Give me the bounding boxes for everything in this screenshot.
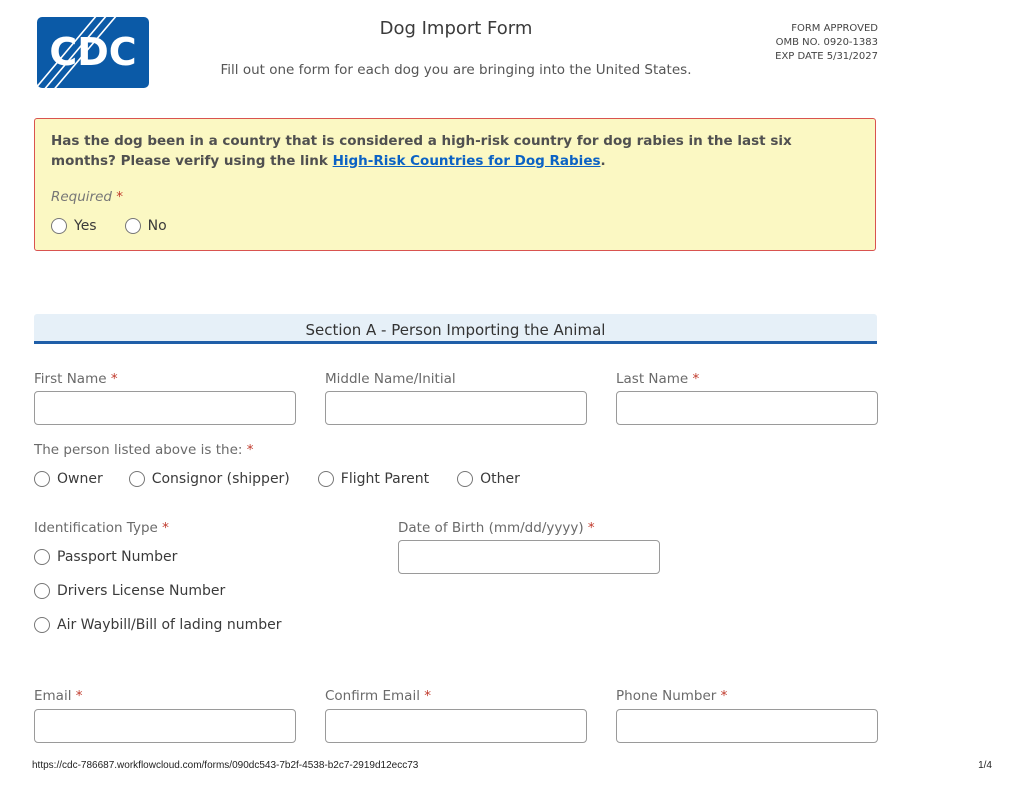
omb-line: EXP DATE 5/31/2027 [775,51,878,62]
radio-circle[interactable] [129,471,145,487]
omb-approval [775,22,878,64]
radio-circle[interactable] [457,471,473,487]
page-title: Dog Import Form [379,18,533,39]
section-a-header [34,314,877,344]
radio-circle[interactable] [51,218,67,234]
required-star: * [246,442,254,458]
required-label [51,189,123,205]
role-label: The person listed above is the: * [34,442,254,458]
email-label: Email * [34,688,83,704]
question-text: Has the dog been in a country that is considered a high-risk country for dog rabies in the last six months? Please verify using the link [51,133,792,169]
radio-air-waybill[interactable] [34,617,282,633]
id-type-label: Identification Type * [34,520,169,536]
radio-passport[interactable] [34,549,177,565]
radio-circle[interactable] [34,617,50,633]
section-a-title: Section A - Person Importing the Animal [305,321,606,339]
last-name-label: Last Name * [616,371,700,387]
first-name-input[interactable] [34,391,296,425]
question-suffix: . [600,152,606,169]
radio-label: Other [480,471,520,487]
first-name-label: First Name * [34,371,118,387]
radio-label: Flight Parent [340,471,430,487]
radio-label: No [147,218,167,234]
required-star: * [162,520,169,536]
radio-consignor[interactable] [129,471,290,487]
radio-circle[interactable] [125,218,141,234]
radio-label: Yes [74,218,97,234]
radio-owner[interactable] [34,471,103,487]
phone-label: Phone Number * [616,688,728,704]
omb-line: OMB NO. 0920-1383 [775,37,878,48]
high-risk-question-box [34,118,876,251]
cdc-logo-text: CDC [49,30,137,74]
radio-other[interactable] [457,471,520,487]
confirm-email-input[interactable] [325,709,587,743]
middle-name-input[interactable] [325,391,587,425]
required-star: * [110,371,118,387]
high-risk-countries-link[interactable]: High-Risk Countries for Dog Rabies [332,152,601,169]
required-star: * [75,688,83,704]
role-radio-group [34,471,520,487]
radio-flight-parent[interactable] [318,471,429,487]
confirm-email-label: Confirm Email * [325,688,432,704]
footer-url: https://cdc-786687.workflowcloud.com/forms/090dc543-7b2f-4538-b2c7-2919d12ecc73 [32,760,419,771]
required-star: * [587,520,595,536]
radio-label: Passport Number [57,549,178,565]
radio-circle[interactable] [34,583,50,599]
dob-input[interactable] [398,540,660,574]
radio-circle[interactable] [318,471,334,487]
required-star: * [720,688,728,704]
radio-label: Drivers License Number [57,583,226,599]
radio-label: Consignor (shipper) [151,471,290,487]
radio-no[interactable] [125,218,167,234]
radio-circle[interactable] [34,471,50,487]
required-star: * [116,189,124,205]
required-star: * [424,688,432,704]
omb-line: FORM APPROVED [791,23,878,34]
radio-yes[interactable] [51,218,97,234]
page-subtitle: Fill out one form for each dog you are bringing into the United States. [220,62,692,78]
page-number: 1/4 [978,760,992,771]
dob-label: Date of Birth (mm/dd/yyyy) * [398,520,595,536]
radio-label: Owner [57,471,103,487]
required-star: * [692,371,700,387]
middle-name-label: Middle Name/Initial [325,371,456,387]
last-name-input[interactable] [616,391,878,425]
radio-drivers-license[interactable] [34,583,225,599]
high-risk-question [51,132,861,171]
phone-input[interactable] [616,709,878,743]
email-input[interactable] [34,709,296,743]
required-text: Required [51,189,112,205]
radio-circle[interactable] [34,549,50,565]
radio-label: Air Waybill/Bill of lading number [57,617,282,633]
